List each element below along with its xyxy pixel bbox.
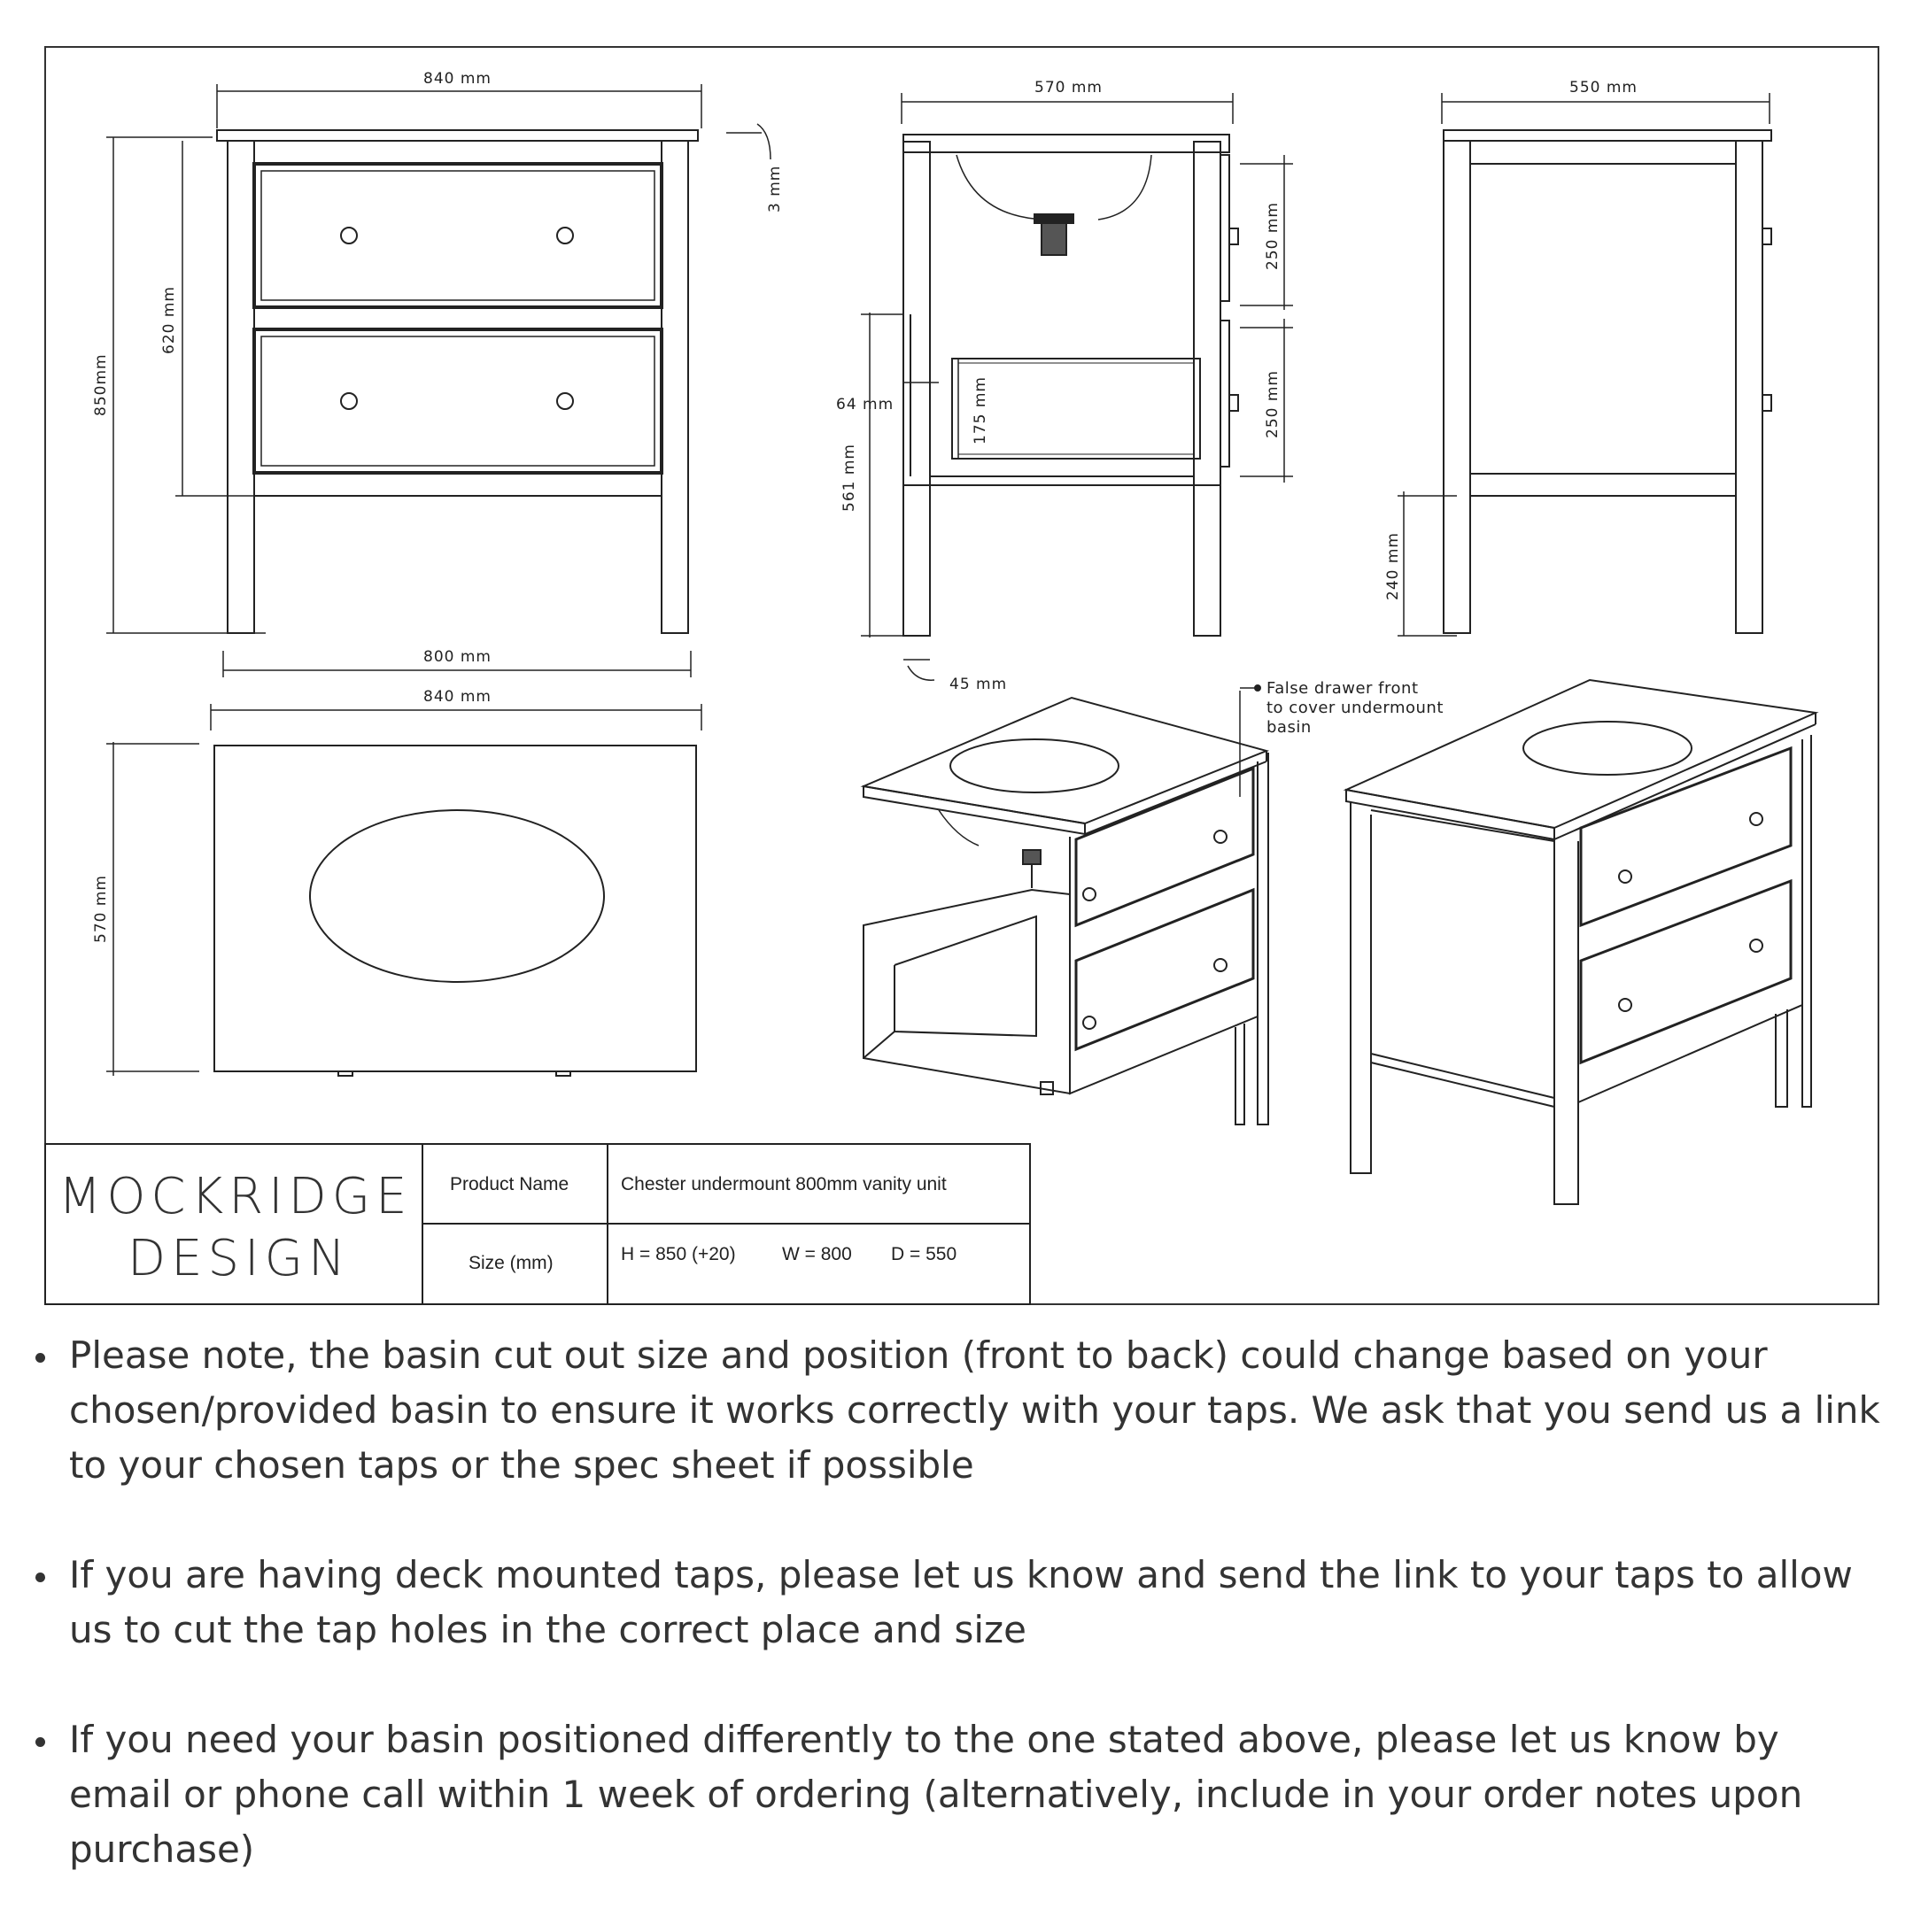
dim-gap: 64 mm — [836, 396, 895, 413]
annotation-line3: basin — [1266, 718, 1312, 737]
size-label: Size (mm) — [469, 1253, 554, 1273]
dim-side-depth: 570 mm — [1034, 79, 1103, 97]
annotation-line2: to cover undermount — [1266, 699, 1444, 717]
dim-height-total: 850mm — [92, 353, 110, 416]
dim-right-depth: 550 mm — [1569, 79, 1638, 97]
brand-name-line1: MOCKRIDGE — [58, 1168, 413, 1225]
product-name-value: Chester undermount 800mm vanity unit — [621, 1174, 947, 1194]
dim-inner-drawer: 175 mm — [972, 376, 989, 444]
dim-leg-offset: 45 mm — [949, 676, 1008, 693]
waste-icon — [1023, 850, 1041, 864]
dim-shelf-height: 561 mm — [840, 444, 858, 512]
size-depth: D = 550 — [891, 1244, 957, 1264]
brand-name-line2: DESIGN — [128, 1230, 351, 1287]
dim-drawer-top: 250 mm — [1264, 202, 1282, 270]
dim-top-width: 840 mm — [423, 688, 492, 706]
dim-top-depth: 570 mm — [92, 875, 110, 943]
dim-width-top: 840 mm — [423, 70, 492, 88]
note-item: If you are having deck mounted taps, please let us know and send the link to your taps to allow us to cut the tap holes in the correct place and size — [35, 1548, 1886, 1658]
notes-list — [35, 1328, 1886, 1932]
dim-drawer-bottom: 250 mm — [1264, 370, 1282, 438]
product-name-label: Product Name — [450, 1174, 569, 1194]
note-item: If you need your basin positioned differently to the one stated above, please let us know by email or phone call within 1 week of ordering (alternatively, include in your order notes upon purchase) — [35, 1712, 1886, 1877]
dim-rail-height: 240 mm — [1384, 532, 1402, 600]
size-width: W = 800 — [782, 1244, 852, 1264]
waste-icon — [1034, 214, 1073, 223]
dim-width-inner: 800 mm — [423, 648, 492, 666]
size-height: H = 850 (+20) — [621, 1244, 736, 1264]
annotation-line1: False drawer front — [1266, 679, 1419, 698]
dim-height-drawers: 620 mm — [160, 286, 178, 354]
dim-top-thickness: 3 mm — [766, 165, 784, 213]
note-item: Please note, the basin cut out size and position (front to back) could change based on your chosen/provided basin to ensure it works correctly with your taps. We ask that you send us a link to your chosen taps or the spec sheet if possible — [35, 1328, 1886, 1493]
